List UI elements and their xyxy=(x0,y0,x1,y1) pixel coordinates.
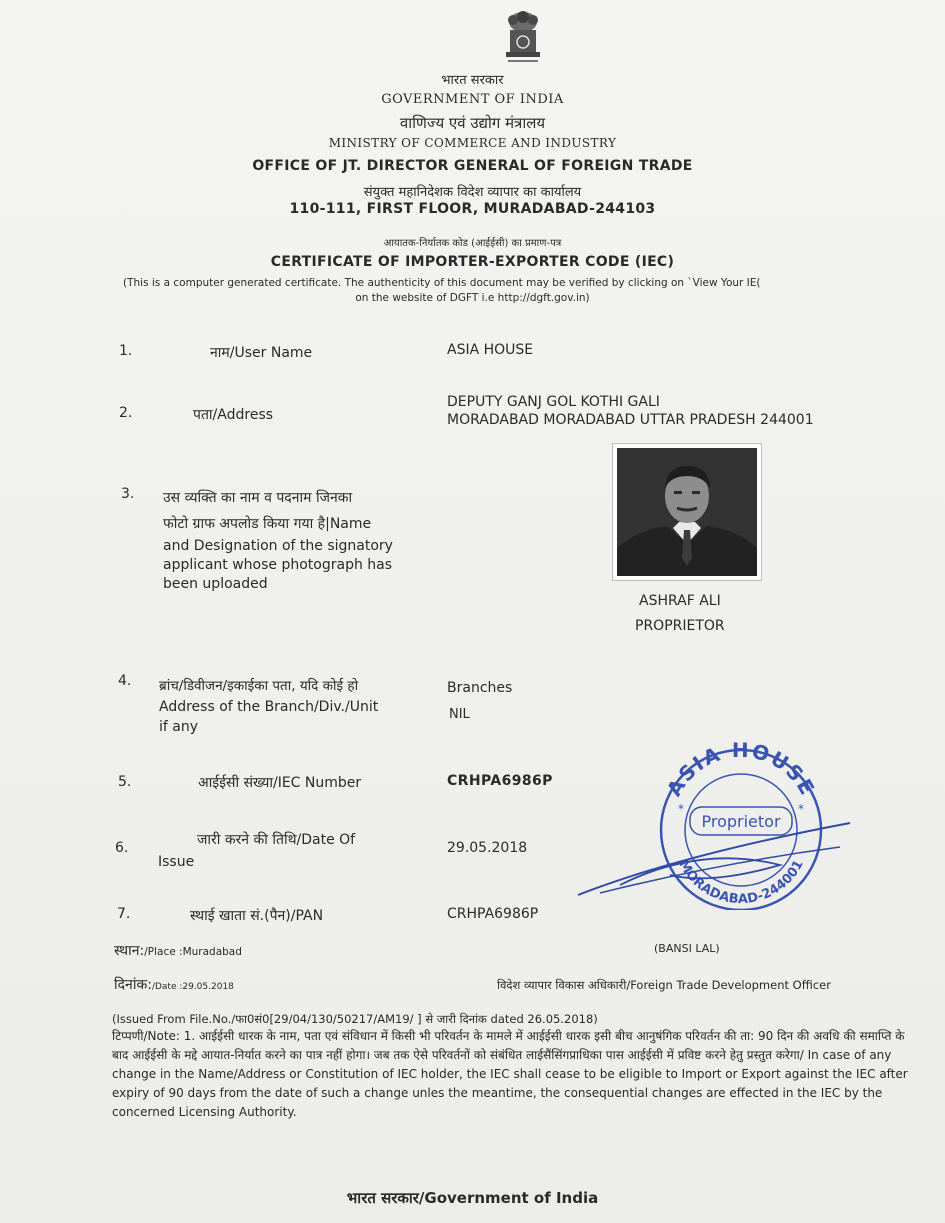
address-value-line-1: DEPUTY GANJ GOL KOTHI GALI xyxy=(447,394,660,410)
signatory-name: ASHRAF ALI xyxy=(639,593,721,609)
stamp-top-text: ASIA HOUSE xyxy=(661,737,821,801)
pan-value: CRHPA6986P xyxy=(447,906,539,922)
date-line xyxy=(114,974,234,994)
signatory-label-line-4: applicant whose photograph has xyxy=(163,557,393,573)
note-paragraph: टिप्पणी/Note: 1. आईईसी धारक के नाम, पता एवं संविधान में किसी भी परिवर्तन के मामले में आईईसी धारक इसी बीच आनुषंगिक परिवर्तन की ता: 90 दिन की अवधि की समाप्ति के बाद आईईसी के मद्दे आयात-निर्यात करने का पात्र नहीं होगा। जब तक ऐसे परिवर्तनों को संबंधित लाईसैंसिंगप्राधिका पास आईईसी में प्रविष्ट करने हेतु प्रस्तुत करेगा/ In case of any change in the Name/Address or Constitution of IEC holder, the IEC shall cease to be eligible to Import or Export against the IEC after expiry of 90 days from the date of such a change unles the meantime, the consequential changes are effected in the IEC by the concerned Licensing Authority. xyxy=(112,1029,908,1119)
place-line xyxy=(114,940,242,960)
place-hindi-label: स्थान: xyxy=(114,943,145,959)
pan-label: स्थाई खाता सं.(पैन)/PAN xyxy=(190,908,324,924)
branches-value: NIL xyxy=(449,707,470,722)
asia-house-stamp xyxy=(560,735,860,910)
user-name-label: नाम/User Name xyxy=(210,345,313,361)
issue-date-label-line-2: Issue xyxy=(158,854,195,870)
row-number: 7. xyxy=(117,906,131,922)
hindi-ministry-heading: वाणिज्य एवं उद्योग मंत्रालय xyxy=(399,114,546,132)
svg-text:*: * xyxy=(678,802,684,816)
row-number: 4. xyxy=(118,673,132,689)
address-label: पता/Address xyxy=(193,407,274,423)
hindi-govt-heading: भारत सरकार xyxy=(441,73,504,88)
branch-label-line-1: ब्रांच/डिवीजन/इकाईका पता, यदि कोई हो xyxy=(159,678,359,694)
stamp-middle-text: Proprietor xyxy=(701,812,781,831)
office-heading: OFFICE OF JT. DIRECTOR GENERAL OF FOREIGN TRADE xyxy=(252,158,693,174)
cert-title: CERTIFICATE OF IMPORTER-EXPORTER CODE (IEC) xyxy=(270,254,675,270)
branch-label-line-2: Address of the Branch/Div./Unit xyxy=(159,699,379,715)
issue-date-label-line-1: जारी करने की तिथि/Date Of xyxy=(197,832,356,848)
issued-from-line: (Issued From File.No./फा0सं0[29/04/130/50217/AM19/ ] से जारी दिनांक dated 26.05.2018) xyxy=(112,1012,598,1026)
disclaimer-line-2: on the website of DGFT i.e http://dgft.gov.in) xyxy=(355,292,590,304)
disclaimer-line-1: (This is a computer generated certificate. The authenticity of this document may be verified by clicking on `View Your IE( xyxy=(123,277,761,289)
svg-text:*: * xyxy=(798,802,804,816)
row-number: 2. xyxy=(119,405,133,421)
stamp-bottom-text: MORADABAD-244001 xyxy=(675,857,807,908)
branch-label-line-3: if any xyxy=(159,719,199,735)
signatory-label-line-3: and Designation of the signatory xyxy=(163,538,393,554)
date-value: /Date :29.05.2018 xyxy=(151,982,234,992)
date-hindi-label: दिनांक: xyxy=(114,977,152,993)
iec-number-label: आईईसी संख्या/IEC Number xyxy=(198,775,362,791)
govt-heading: GOVERNMENT OF INDIA xyxy=(381,92,564,107)
officer-name: (BANSI LAL) xyxy=(654,942,720,955)
signatory-label-line-5: been uploaded xyxy=(163,576,268,592)
signatory-label-line-1: उस व्यक्ति का नाम व पदनाम जिनका xyxy=(163,490,353,506)
user-name-value: ASIA HOUSE xyxy=(447,342,534,358)
row-number: 5. xyxy=(118,774,132,790)
signatory-photo xyxy=(612,443,762,581)
row-number: 1. xyxy=(119,343,133,359)
signatory-label-line-2: फोटो ग्राफ अपलोड किया गया है|Name xyxy=(163,516,372,532)
svg-text:MORADABAD-244001 xyxy=(675,858,806,907)
row-number: 6. xyxy=(115,840,129,856)
iec-number-value: CRHPA6986P xyxy=(447,773,553,789)
hindi-cert-heading: आयातक-निर्यातक कोड (आईईसी) का प्रमाण-पत्र xyxy=(383,238,562,249)
ministry-heading: MINISTRY OF COMMERCE AND INDUSTRY xyxy=(328,136,617,150)
office-address: 110-111, FIRST FLOOR, MURADABAD-244103 xyxy=(289,201,656,217)
svg-text:ASIA HOUSE xyxy=(662,738,821,800)
branches-heading: Branches xyxy=(447,680,513,696)
signatory-designation: PROPRIETOR xyxy=(635,618,725,634)
footer-govt-of-india: भारत सरकार/Government of India xyxy=(346,1189,599,1207)
address-value-line-2: MORADABAD MORADABAD UTTAR PRADESH 244001 xyxy=(447,412,814,428)
place-value: /Place :Muradabad xyxy=(144,946,242,958)
issue-date-value: 29.05.2018 xyxy=(447,840,528,856)
row-number: 3. xyxy=(121,486,135,502)
hindi-office-heading: संयुक्त महानिदेशक विदेश व्यापार का कार्यालय xyxy=(363,185,582,200)
state-emblem-icon xyxy=(496,8,550,70)
officer-title: विदेश व्यापार विकास अधिकारी/Foreign Trade Development Officer xyxy=(497,978,831,992)
